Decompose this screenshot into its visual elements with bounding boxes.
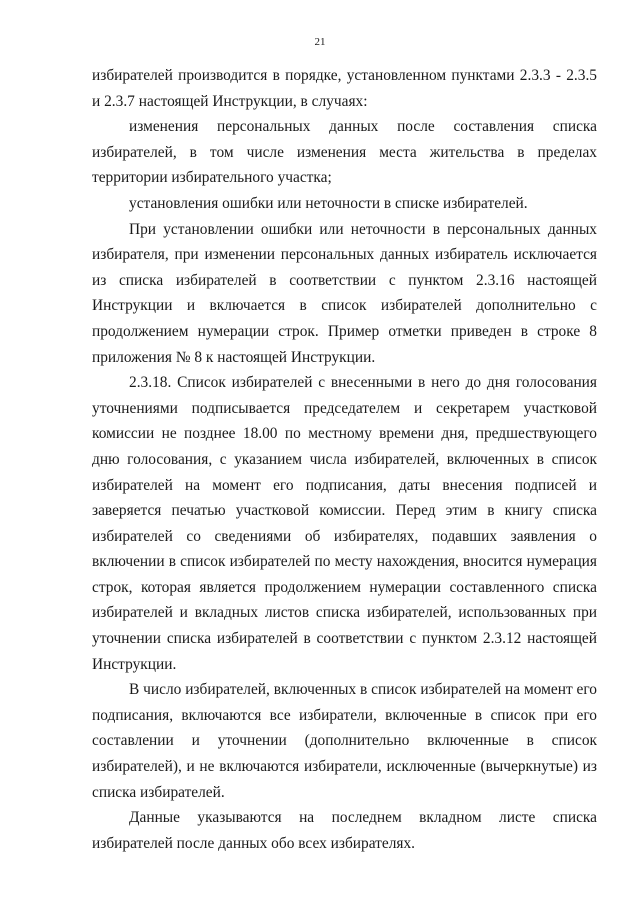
- paragraph-error-correction: При установлении ошибки или неточности в персональных данных избирателя, при изменении персональных данных избиратель исключается из списка избирателей в соответствии с пунктом 2.3.16 настоящей Инструкции и включается в список избирателей дополнительно с продолжением нумерации строк. Пример отметки приведен в строке 8 приложения № 8 к настоящей Инструкции.: [92, 220, 597, 366]
- paragraph-voter-count: В число избирателей, включенных в список избирателей на момент его подписания, включаются все избиратели, включенные в список при его составлении и уточнении (дополнительно включенные в список избирателей), и не включаются избиратели, исключенные (вычеркнутые) из списка избирателей.: [92, 681, 597, 801]
- paragraph-2-3-18: 2.3.18. Список избирателей с внесенными в него до дня голосования уточнениями подписывается председателем и секретарем участковой комиссии не позднее 18.00 по местному времени дня, предшествующего дню голосования, с указанием числа избирателей, включенных в список избирателей на момент его подписания, даты внесения подписей и заверяется печатью участковой комиссии. Перед этим в книгу списка избирателей со сведениями об избирателях, подавших заявления о включении в список избирателей по месту нахождения, вносится нумерация строк, которая является продолжением нумерации составленного списка избирателей и вкладных листов списка избирателей, использованных при уточнении списка избирателей в соответствии с пунктом 2.3.12 настоящей Инструкции.: [92, 374, 597, 673]
- page-number: 21: [314, 36, 326, 48]
- paragraph-case-personal-data: изменения персональных данных после составления списка избирателей, в том числе изменения места жительства в пределах территории избирательного участка;: [92, 118, 597, 187]
- paragraph-case-error: установления ошибки или неточности в списке избирателей.: [129, 194, 528, 212]
- body-text: [92, 63, 597, 856]
- paragraph-last-sheet: Данные указываются на последнем вкладном листе списка избирателей после данных обо всех избирателях.: [92, 809, 597, 852]
- paragraph-continuation: избирателей производится в порядке, установленном пунктами 2.3.3 - 2.3.5 и 2.3.7 настоящей Инструкции, в случаях:: [92, 67, 597, 110]
